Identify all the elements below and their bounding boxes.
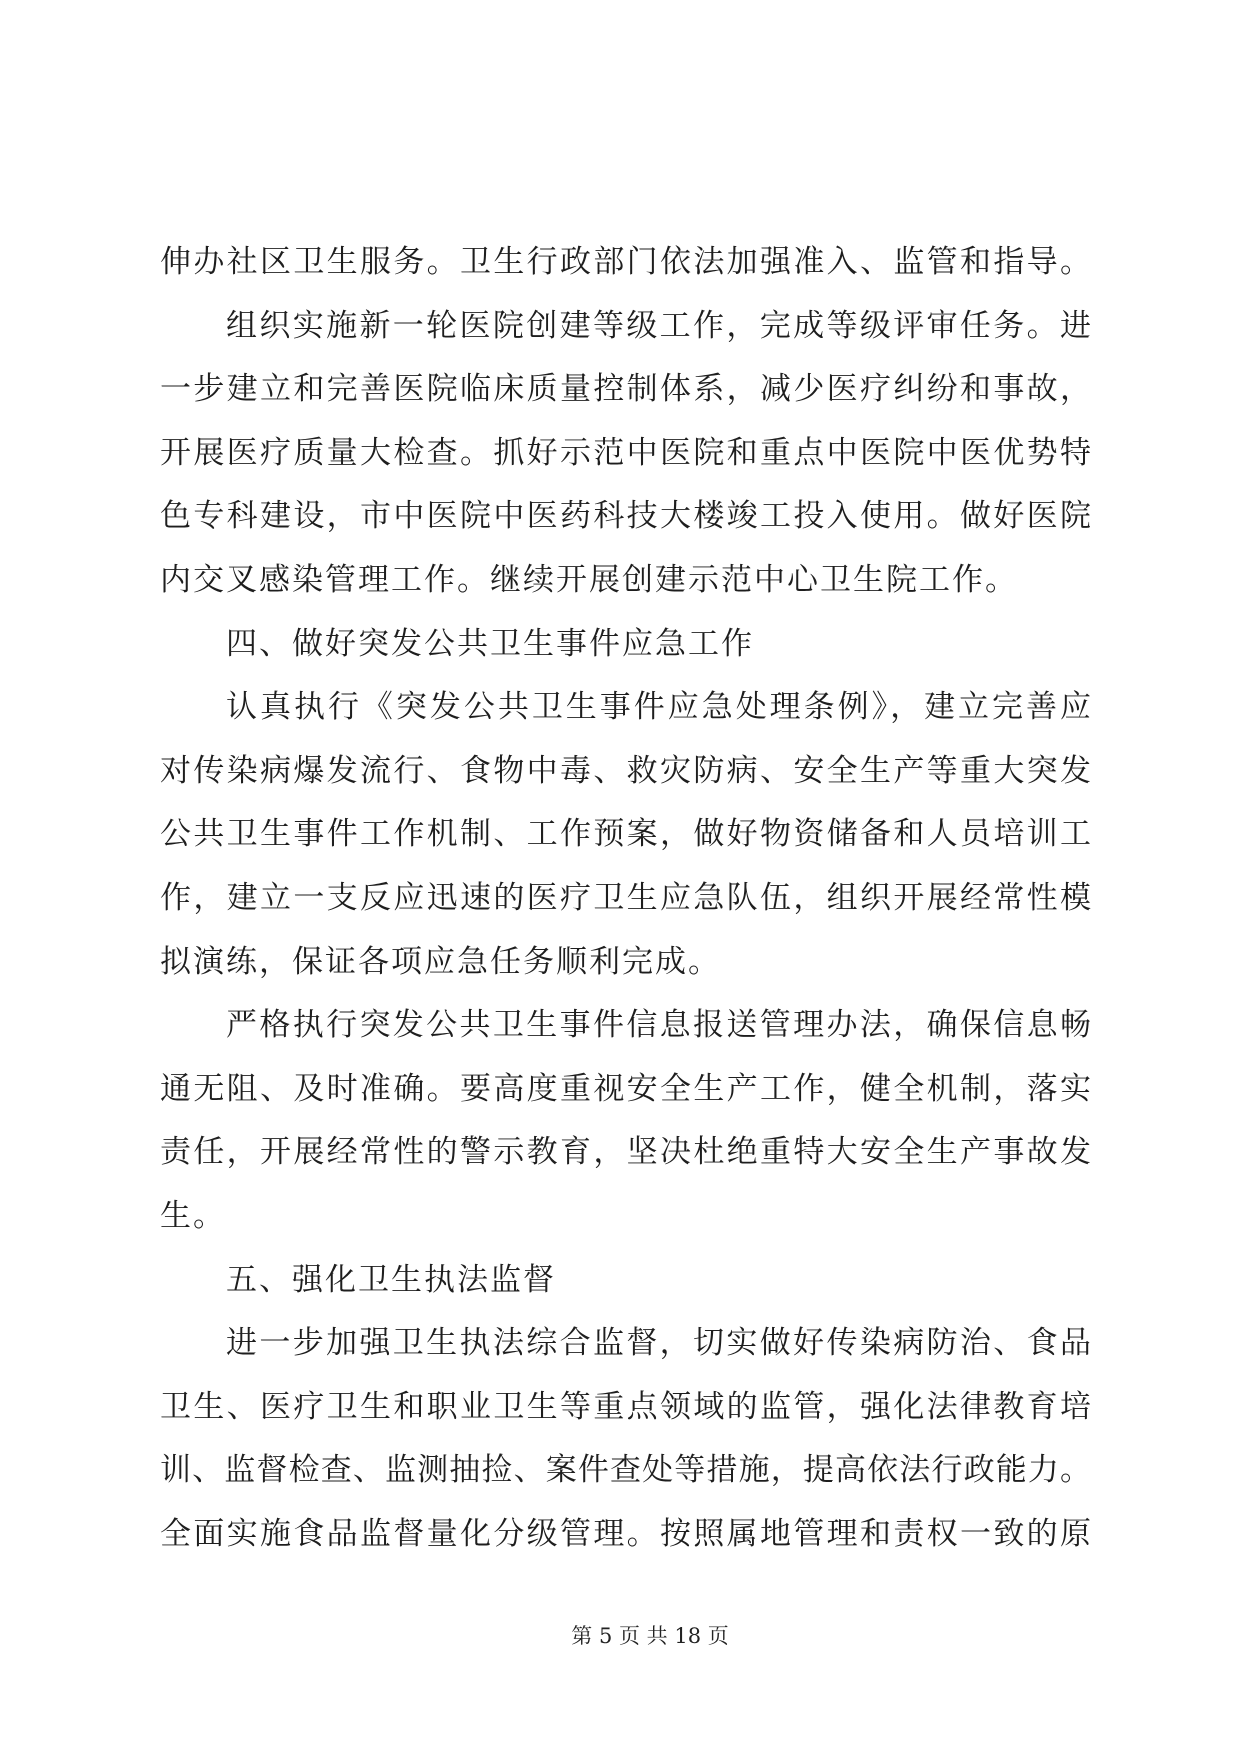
text-line: 内交叉感染管理工作。继续开展创建示范中心卫生院工作。	[160, 561, 1018, 598]
document-body	[160, 231, 1091, 1566]
text-line: 组织实施新一轮医院创建等级工作，完成等级评审任务。进	[226, 307, 1091, 344]
text-line: 开展医疗质量大检查。抓好示范中医院和重点中医院中医优势特	[160, 434, 1091, 471]
text-line: 责任，开展经常性的警示教育，坚决杜绝重特大安全生产事故发	[160, 1134, 1091, 1171]
paragraph	[160, 676, 1091, 994]
text-line: 公共卫生事件工作机制、工作预案，做好物资储备和人员培训工	[160, 816, 1091, 853]
text-line: 进一步加强卫生执法综合监督，切实做好传染病防治、食品	[226, 1325, 1091, 1362]
text-line: 伸办社区卫生服务。卫生行政部门依法加强准入、监管和指导。	[160, 244, 1091, 280]
text-line: 五、强化卫生执法监督	[226, 1261, 556, 1298]
text-line: 认真执行《突发公共卫生事件应急处理条例》，建立完善应	[226, 689, 1091, 726]
text-line: 作，建立一支反应迅速的医疗卫生应急队伍，组织开展经常性模	[160, 879, 1091, 916]
text-line: 训、监督检查、监测抽捡、案件查处等措施，提高依法行政能力。	[160, 1452, 1091, 1489]
paragraph	[160, 231, 1091, 295]
text-line: 严格执行突发公共卫生事件信息报送管理办法，确保信息畅	[226, 1007, 1091, 1044]
paragraph	[160, 295, 1091, 613]
paragraph	[160, 994, 1091, 1248]
text-line: 色专科建设，市中医院中医药科技大楼竣工投入使用。做好医院	[160, 498, 1091, 535]
text-line: 四、做好突发公共卫生事件应急工作	[226, 625, 754, 662]
text-line: 拟演练，保证各项应急任务顺利完成。	[160, 943, 721, 980]
text-line: 对传染病爆发流行、食物中毒、救灾防病、安全生产等重大突发	[160, 752, 1091, 789]
section-heading	[160, 613, 1091, 677]
text-line: 通无阻、及时准确。要高度重视安全生产工作，健全机制，落实	[160, 1070, 1091, 1107]
section-heading	[160, 1249, 1091, 1313]
text-line: 一步建立和完善医院临床质量控制体系，减少医疗纠纷和事故，	[160, 371, 1091, 408]
page-footer: 第 5 页 共 18 页	[571, 1624, 729, 1648]
text-line: 生。	[160, 1197, 226, 1234]
text-line: 卫生、医疗卫生和职业卫生等重点领域的监管，强化法律教育培	[160, 1388, 1091, 1425]
text-line: 全面实施食品监督量化分级管理。按照属地管理和责权一致的原	[160, 1515, 1091, 1552]
paragraph	[160, 1312, 1091, 1566]
